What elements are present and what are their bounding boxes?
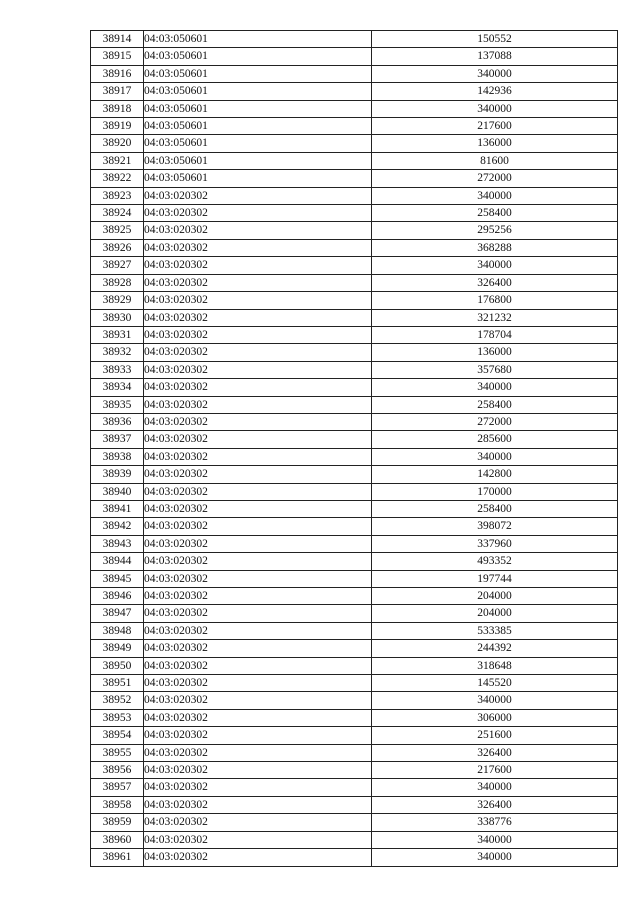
row-number-cell: 38955	[91, 744, 144, 761]
row-number-cell: 38946	[91, 588, 144, 605]
amount-cell: 326400	[372, 796, 618, 813]
code-cell: 04:03:020302	[144, 831, 372, 848]
amount-cell: 340000	[372, 379, 618, 396]
code-cell: 04:03:020302	[144, 622, 372, 639]
amount-cell: 337960	[372, 535, 618, 552]
table-row	[91, 100, 618, 117]
table-row	[91, 309, 618, 326]
code-cell: 04:03:020302	[144, 239, 372, 256]
code-cell: 04:03:020302	[144, 222, 372, 239]
code-cell: 04:03:050601	[144, 83, 372, 100]
row-number-cell: 38945	[91, 570, 144, 587]
code-cell: 04:03:020302	[144, 744, 372, 761]
code-cell: 04:03:020302	[144, 431, 372, 448]
amount-cell: 340000	[372, 65, 618, 82]
amount-cell: 142936	[372, 83, 618, 100]
table-row	[91, 31, 618, 48]
row-number-cell: 38934	[91, 379, 144, 396]
amount-cell: 251600	[372, 727, 618, 744]
row-number-cell: 38933	[91, 361, 144, 378]
code-cell: 04:03:020302	[144, 361, 372, 378]
row-number-cell: 38947	[91, 605, 144, 622]
table-row	[91, 744, 618, 761]
amount-cell: 137088	[372, 48, 618, 65]
code-cell: 04:03:020302	[144, 205, 372, 222]
amount-cell: 340000	[372, 849, 618, 866]
row-number-cell: 38936	[91, 413, 144, 430]
amount-cell: 398072	[372, 518, 618, 535]
table-row	[91, 396, 618, 413]
code-cell: 04:03:020302	[144, 657, 372, 674]
amount-cell: 340000	[372, 448, 618, 465]
code-cell: 04:03:020302	[144, 762, 372, 779]
row-number-cell: 38930	[91, 309, 144, 326]
amount-cell: 244392	[372, 640, 618, 657]
row-number-cell: 38921	[91, 152, 144, 169]
code-cell: 04:03:020302	[144, 396, 372, 413]
amount-cell: 272000	[372, 413, 618, 430]
amount-cell: 258400	[372, 205, 618, 222]
table-row	[91, 518, 618, 535]
table-row	[91, 326, 618, 343]
table-row	[91, 48, 618, 65]
table-row	[91, 205, 618, 222]
row-number-cell: 38915	[91, 48, 144, 65]
amount-cell: 145520	[372, 675, 618, 692]
code-cell: 04:03:020302	[144, 692, 372, 709]
row-number-cell: 38926	[91, 239, 144, 256]
amount-cell: 258400	[372, 396, 618, 413]
table-row	[91, 657, 618, 674]
row-number-cell: 38959	[91, 814, 144, 831]
row-number-cell: 38917	[91, 83, 144, 100]
code-cell: 04:03:050601	[144, 135, 372, 152]
row-number-cell: 38925	[91, 222, 144, 239]
code-cell: 04:03:020302	[144, 257, 372, 274]
row-number-cell: 38948	[91, 622, 144, 639]
amount-cell: 340000	[372, 100, 618, 117]
code-cell: 04:03:020302	[144, 187, 372, 204]
table-row	[91, 727, 618, 744]
table-row	[91, 779, 618, 796]
table-row	[91, 675, 618, 692]
amount-cell: 81600	[372, 152, 618, 169]
code-cell: 04:03:020302	[144, 588, 372, 605]
amount-cell: 150552	[372, 31, 618, 48]
code-cell: 04:03:020302	[144, 779, 372, 796]
row-number-cell: 38961	[91, 849, 144, 866]
amount-cell: 217600	[372, 762, 618, 779]
table-row	[91, 292, 618, 309]
code-cell: 04:03:050601	[144, 65, 372, 82]
code-cell: 04:03:020302	[144, 500, 372, 517]
amount-cell: 368288	[372, 239, 618, 256]
code-cell: 04:03:020302	[144, 292, 372, 309]
table-row	[91, 483, 618, 500]
amount-cell: 136000	[372, 135, 618, 152]
code-cell: 04:03:020302	[144, 605, 372, 622]
code-cell: 04:03:020302	[144, 466, 372, 483]
amount-cell: 258400	[372, 500, 618, 517]
row-number-cell: 38952	[91, 692, 144, 709]
amount-cell: 170000	[372, 483, 618, 500]
table-row	[91, 379, 618, 396]
row-number-cell: 38916	[91, 65, 144, 82]
table-row	[91, 535, 618, 552]
table-row	[91, 500, 618, 517]
amount-cell: 326400	[372, 744, 618, 761]
code-cell: 04:03:020302	[144, 483, 372, 500]
table-row	[91, 849, 618, 866]
table-row	[91, 709, 618, 726]
code-cell: 04:03:020302	[144, 344, 372, 361]
code-cell: 04:03:020302	[144, 326, 372, 343]
code-cell: 04:03:050601	[144, 118, 372, 135]
table-row	[91, 605, 618, 622]
row-number-cell: 38919	[91, 118, 144, 135]
table-row	[91, 65, 618, 82]
code-cell: 04:03:020302	[144, 379, 372, 396]
row-number-cell: 38943	[91, 535, 144, 552]
amount-cell: 197744	[372, 570, 618, 587]
code-cell: 04:03:020302	[144, 274, 372, 291]
code-cell: 04:03:020302	[144, 570, 372, 587]
row-number-cell: 38939	[91, 466, 144, 483]
table-row	[91, 118, 618, 135]
amount-cell: 204000	[372, 605, 618, 622]
row-number-cell: 38928	[91, 274, 144, 291]
table-row	[91, 622, 618, 639]
amount-cell: 357680	[372, 361, 618, 378]
code-cell: 04:03:020302	[144, 849, 372, 866]
table-row	[91, 83, 618, 100]
amount-cell: 176800	[372, 292, 618, 309]
table-row	[91, 553, 618, 570]
code-cell: 04:03:020302	[144, 640, 372, 657]
code-cell: 04:03:020302	[144, 309, 372, 326]
table-row	[91, 570, 618, 587]
amount-cell: 142800	[372, 466, 618, 483]
row-number-cell: 38942	[91, 518, 144, 535]
table-row	[91, 796, 618, 813]
amount-cell: 285600	[372, 431, 618, 448]
row-number-cell: 38950	[91, 657, 144, 674]
table-row	[91, 588, 618, 605]
row-number-cell: 38929	[91, 292, 144, 309]
code-cell: 04:03:020302	[144, 518, 372, 535]
row-number-cell: 38937	[91, 431, 144, 448]
code-cell: 04:03:050601	[144, 100, 372, 117]
table-row	[91, 344, 618, 361]
amount-cell: 318648	[372, 657, 618, 674]
row-number-cell: 38935	[91, 396, 144, 413]
table-row	[91, 814, 618, 831]
row-number-cell: 38924	[91, 205, 144, 222]
amount-cell: 338776	[372, 814, 618, 831]
row-number-cell: 38951	[91, 675, 144, 692]
row-number-cell: 38920	[91, 135, 144, 152]
code-cell: 04:03:020302	[144, 413, 372, 430]
code-cell: 04:03:020302	[144, 553, 372, 570]
table-row	[91, 692, 618, 709]
amount-cell: 204000	[372, 588, 618, 605]
row-number-cell: 38918	[91, 100, 144, 117]
row-number-cell: 38949	[91, 640, 144, 657]
amount-cell: 272000	[372, 170, 618, 187]
code-cell: 04:03:050601	[144, 170, 372, 187]
code-cell: 04:03:020302	[144, 727, 372, 744]
row-number-cell: 38956	[91, 762, 144, 779]
code-cell: 04:03:050601	[144, 31, 372, 48]
table-row	[91, 466, 618, 483]
code-cell: 04:03:020302	[144, 535, 372, 552]
table-row	[91, 831, 618, 848]
table-row	[91, 274, 618, 291]
code-cell: 04:03:050601	[144, 152, 372, 169]
row-number-cell: 38957	[91, 779, 144, 796]
code-cell: 04:03:050601	[144, 48, 372, 65]
amount-cell: 321232	[372, 309, 618, 326]
code-cell: 04:03:020302	[144, 796, 372, 813]
amount-cell: 533385	[372, 622, 618, 639]
table-row	[91, 361, 618, 378]
amount-cell: 326400	[372, 274, 618, 291]
table-row	[91, 135, 618, 152]
amount-cell: 217600	[372, 118, 618, 135]
table-row	[91, 431, 618, 448]
table-row	[91, 239, 618, 256]
table-row	[91, 152, 618, 169]
row-number-cell: 38931	[91, 326, 144, 343]
table-row	[91, 413, 618, 430]
amount-cell: 178704	[372, 326, 618, 343]
table-row	[91, 170, 618, 187]
row-number-cell: 38923	[91, 187, 144, 204]
amount-cell: 136000	[372, 344, 618, 361]
table-body	[91, 31, 618, 867]
row-number-cell: 38922	[91, 170, 144, 187]
amount-cell: 340000	[372, 831, 618, 848]
table-row	[91, 448, 618, 465]
amount-cell: 340000	[372, 257, 618, 274]
row-number-cell: 38941	[91, 500, 144, 517]
row-number-cell: 38938	[91, 448, 144, 465]
table-row	[91, 257, 618, 274]
data-table	[90, 30, 618, 867]
table-row	[91, 187, 618, 204]
code-cell: 04:03:020302	[144, 709, 372, 726]
row-number-cell: 38954	[91, 727, 144, 744]
table-row	[91, 222, 618, 239]
row-number-cell: 38932	[91, 344, 144, 361]
amount-cell: 340000	[372, 187, 618, 204]
amount-cell: 340000	[372, 779, 618, 796]
table-row	[91, 762, 618, 779]
row-number-cell: 38960	[91, 831, 144, 848]
amount-cell: 295256	[372, 222, 618, 239]
row-number-cell: 38914	[91, 31, 144, 48]
code-cell: 04:03:020302	[144, 675, 372, 692]
amount-cell: 493352	[372, 553, 618, 570]
row-number-cell: 38927	[91, 257, 144, 274]
row-number-cell: 38940	[91, 483, 144, 500]
code-cell: 04:03:020302	[144, 448, 372, 465]
table-row	[91, 640, 618, 657]
code-cell: 04:03:020302	[144, 814, 372, 831]
row-number-cell: 38944	[91, 553, 144, 570]
amount-cell: 306000	[372, 709, 618, 726]
row-number-cell: 38953	[91, 709, 144, 726]
amount-cell: 340000	[372, 692, 618, 709]
row-number-cell: 38958	[91, 796, 144, 813]
